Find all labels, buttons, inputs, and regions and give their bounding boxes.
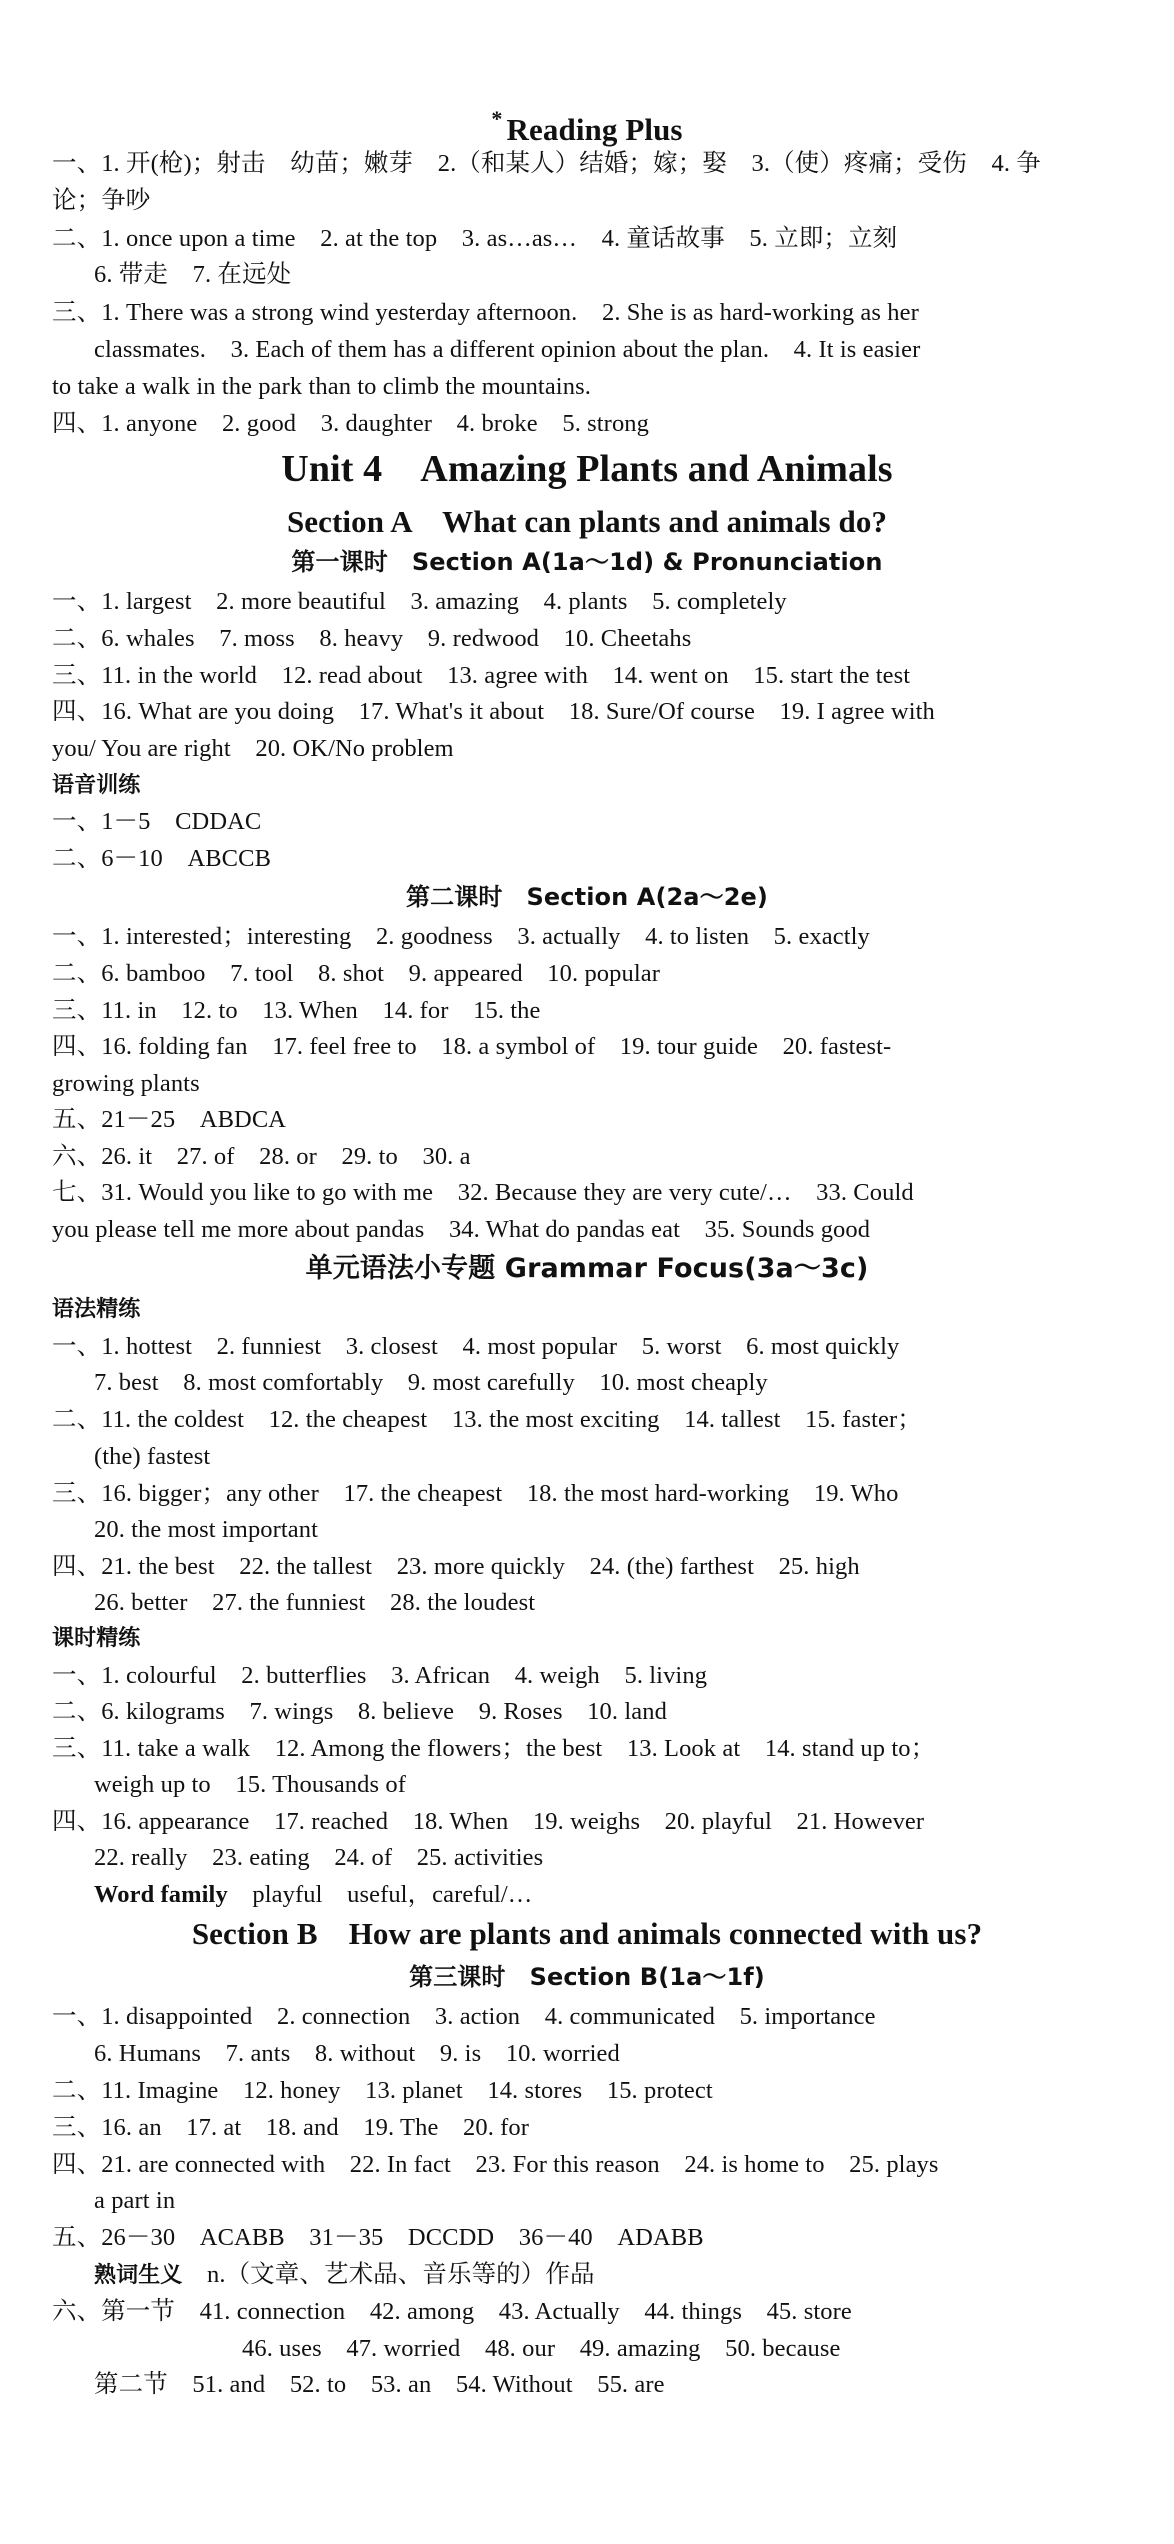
l3-line-7: 五、26－30 ACABB 31－35 DCCDD 36－40 ADABB: [52, 2224, 704, 2251]
rp-line-5: 三、1. There was a strong wind yesterday afternoon. 2. She is as hard-working as her: [52, 299, 919, 326]
l2-line-1: 一、1. interested；interesting 2. goodness 3. actually 4. to listen 5. exactly: [52, 923, 870, 950]
new-meaning-text: n.（文章、艺术品、音乐等的）作品: [182, 2261, 595, 2288]
l1-line-3: 三、11. in the world 12. read about 13. agree with 14. went on 15. start the test: [52, 662, 911, 689]
gr-line-10: 二、6. kilograms 7. wings 8. believe 9. Roses 10. land: [52, 1698, 667, 1725]
l3-line-8: 六、第一节 41. connection 42. among 43. Actually 44. things 45. store: [52, 2298, 852, 2325]
rp-line-3: 二、1. once upon a time 2. at the top 3. as…as… 4. 童话故事 5. 立即；立刻: [52, 225, 898, 252]
gr-line-4: (the) fastest: [94, 1443, 211, 1470]
rp-line-1: 一、1. 开(枪)；射击 幼苗；嫩芽 2.（和某人）结婚；嫁；娶 3.（使）疼痛；受伤 4. 争: [52, 150, 1041, 177]
word-family-line: [94, 1878, 1134, 1912]
gr-line-3: 二、11. the coldest 12. the cheapest 13. the most exciting 14. tallest 15. faster；: [52, 1406, 922, 1433]
l2-line-4: 四、16. folding fan 17. feel free to 18. a symbol of 19. tour guide 20. fastest-: [52, 1033, 892, 1060]
gr-line-12: weigh up to 15. Thousands of: [94, 1771, 406, 1798]
l3-line-4: 三、16. an 17. at 18. and 19. The 20. for: [52, 2114, 530, 2141]
l1-line-2: 二、6. whales 7. moss 8. heavy 9. redwood 10. Cheetahs: [52, 625, 692, 652]
reading-plus-title: [0, 98, 1174, 151]
l1-line-7: 二、6－10 ABCCB: [52, 845, 272, 872]
l3-line-1: 一、1. disappointed 2. connection 3. action 4. communicated 5. importance: [52, 2003, 876, 2030]
l2-line-7: 六、26. it 27. of 28. or 29. to 30. a: [52, 1143, 471, 1170]
l1-line-5: you/ You are right 20. OK/No problem: [52, 735, 454, 762]
l2-line-9: you please tell me more about pandas 34. What do pandas eat 35. Sounds good: [52, 1216, 871, 1243]
l1-line-4: 四、16. What are you doing 17. What's it about 18. Sure/Of course 19. I agree with: [52, 698, 935, 725]
l2-line-8: 七、31. Would you like to go with me 32. Because they are very cute/… 33. Could: [52, 1179, 914, 1206]
l2-line-2: 二、6. bamboo 7. tool 8. shot 9. appeared 10. popular: [52, 960, 660, 987]
l2-line-6: 五、21－25 ABDCA: [52, 1106, 287, 1133]
rp-line-4: 6. 带走 7. 在远处: [94, 261, 292, 288]
title-asterisk: *: [491, 106, 503, 131]
lesson-practice-label: 课时精练: [52, 1626, 141, 1651]
gr-line-2: 7. best 8. most comfortably 9. most carefully 10. most cheaply: [94, 1369, 768, 1396]
new-meaning-line: [94, 2258, 1134, 2293]
section-b-title: Section B How are plants and animals connected with us?: [191, 1916, 983, 1951]
gr-line-14: 22. really 23. eating 24. of 25. activities: [94, 1844, 544, 1871]
lesson2-title: 第二课时 Section A(2a～2e): [406, 883, 768, 911]
lesson1-title: 第一课时 Section A(1a～1d) & Pronunciation: [291, 548, 883, 576]
l3-line-10: 第二节 51. and 52. to 53. an 54. Without 55. are: [94, 2371, 665, 2398]
gr-line-9: 一、1. colourful 2. butterflies 3. African 4. weigh 5. living: [52, 1662, 708, 1689]
unit-title: Unit 4 Amazing Plants and Animals: [281, 448, 893, 490]
gr-line-8: 26. better 27. the funniest 28. the loudest: [94, 1589, 536, 1616]
title-text: Reading Plus: [506, 112, 683, 147]
l2-line-5: growing plants: [52, 1070, 200, 1097]
gr-line-11: 三、11. take a walk 12. Among the flowers；the best 13. Look at 14. stand up to；: [52, 1735, 936, 1762]
gr-line-7: 四、21. the best 22. the tallest 23. more quickly 24. (the) farthest 25. high: [52, 1553, 860, 1580]
l3-line-5: 四、21. are connected with 22. In fact 23. For this reason 24. is home to 25. plays: [52, 2151, 939, 2178]
section-a-title: Section A What can plants and animals do?: [286, 504, 888, 539]
l3-line-6: a part in: [94, 2187, 176, 2214]
lesson3-title: 第三课时 Section B(1a～1f): [409, 1963, 765, 1991]
gr-line-6: 20. the most important: [94, 1516, 319, 1543]
l2-line-3: 三、11. in 12. to 13. When 14. for 15. the: [52, 997, 541, 1024]
gr-line-13: 四、16. appearance 17. reached 18. When 19. weighs 20. playful 21. However: [52, 1808, 925, 1835]
word-family-text: playful useful，careful/…: [227, 1881, 533, 1908]
gr-line-1: 一、1. hottest 2. funniest 3. closest 4. most popular 5. worst 6. most quickly: [52, 1333, 900, 1360]
l1-line-6: 一、1－5 CDDAC: [52, 808, 262, 835]
word-family-label: Word family: [94, 1881, 228, 1908]
new-meaning-label: 熟词生义: [94, 2263, 183, 2288]
grammar-title: 单元语法小专题 Grammar Focus(3a～3c): [305, 1253, 869, 1284]
rp-line-8: 四、1. anyone 2. good 3. daughter 4. broke 5. strong: [52, 410, 649, 437]
l3-line-9: 46. uses 47. worried 48. our 49. amazing 50. because: [242, 2335, 841, 2362]
pronunciation-label: 语音训练: [52, 773, 141, 798]
rp-line-7: to take a walk in the park than to climb the mountains.: [52, 373, 591, 400]
l3-line-3: 二、11. Imagine 12. honey 13. planet 14. stores 15. protect: [52, 2077, 713, 2104]
grammar-practice-label: 语法精练: [52, 1297, 141, 1322]
rp-line-6: classmates. 3. Each of them has a different opinion about the plan. 4. It is easier: [94, 336, 921, 363]
l1-line-1: 一、1. largest 2. more beautiful 3. amazing 4. plants 5. completely: [52, 588, 787, 615]
rp-line-2: 论；争吵: [52, 187, 151, 214]
l3-line-2: 6. Humans 7. ants 8. without 9. is 10. worried: [94, 2040, 620, 2067]
gr-line-5: 三、16. bigger；any other 17. the cheapest 18. the most hard-working 19. Who: [52, 1480, 899, 1507]
